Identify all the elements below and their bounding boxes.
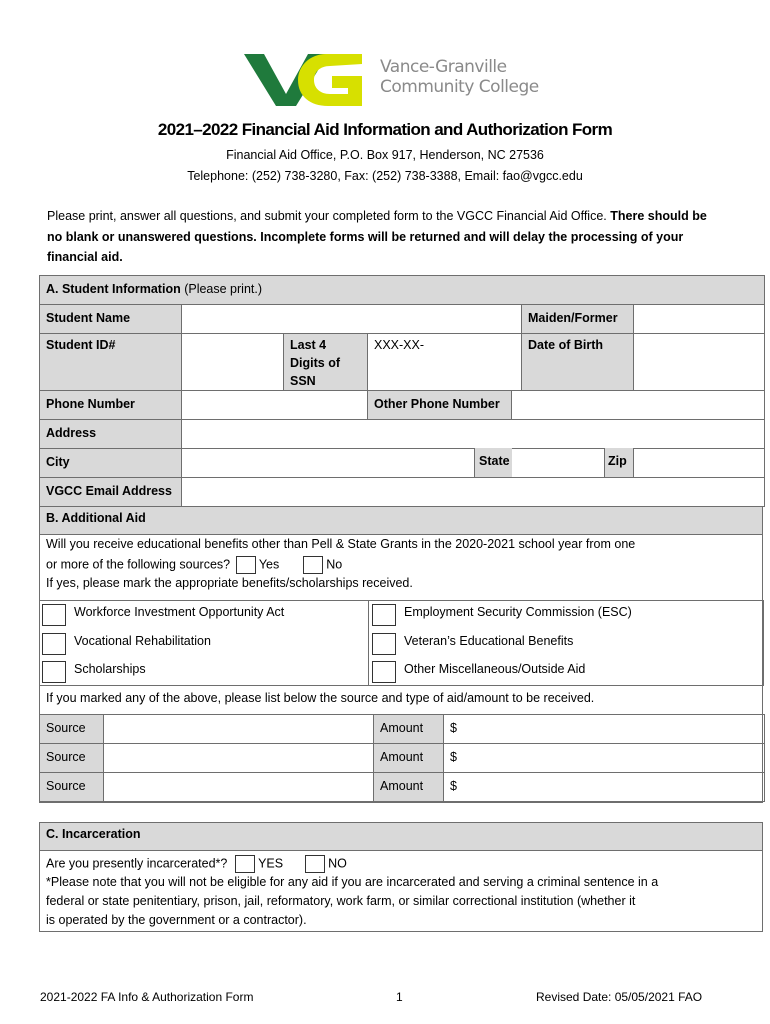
office-address: Financial Aid Office, P.O. Box 917, Henderson, NC 27536 <box>226 148 544 162</box>
aid-question-line1: Will you receive educational benefits other than Pell & State Grants in the 2020-2021 school year from one <box>46 537 636 551</box>
source-label-1: Source <box>40 715 104 744</box>
incarcerated-no-label: NO <box>328 856 347 871</box>
phone-label: Phone Number <box>40 391 182 420</box>
footer-page-number: 1 <box>396 990 403 1004</box>
email-label: VGCC Email Address <box>40 478 182 507</box>
veteran-label: Veteran’s Educational Benefits <box>404 634 574 648</box>
esc-checkbox[interactable] <box>372 604 396 626</box>
ssn-field[interactable] <box>368 334 522 391</box>
list-instruction: If you marked any of the above, please list below the source and type of aid/amount to be received. <box>46 691 595 705</box>
section-c-header: C. Incarceration <box>40 823 762 851</box>
section-a-table <box>39 275 765 507</box>
student-id-label: Student ID# <box>40 334 182 391</box>
ssn-label: Last 4 Digits of SSN <box>284 334 368 391</box>
amount-field-1[interactable] <box>444 715 765 744</box>
instructions-plain: Please print, answer all questions, and submit your completed form to the VGCC Financial Aid Office. <box>47 209 607 223</box>
section-a-header <box>40 276 765 305</box>
dob-field[interactable] <box>634 334 765 391</box>
student-name-field[interactable] <box>182 305 522 334</box>
aid-ifyes: If yes, please mark the appropriate benefits/scholarships received. <box>46 576 413 590</box>
aid-yes-label: Yes <box>258 557 280 572</box>
incarceration-note-1: *Please note that you will not be eligible for any aid if you are incarcerated and serving a criminal sentence in a <box>46 875 659 889</box>
ssn-prefix: XXX-XX- <box>374 338 425 352</box>
maiden-name-field[interactable] <box>634 305 765 334</box>
phone-field[interactable] <box>182 391 368 420</box>
footer-revised-date: Revised Date: 05/05/2021 FAO <box>536 990 703 1004</box>
scholarships-checkbox[interactable] <box>42 661 66 683</box>
other-phone-label: Other Phone Number <box>368 391 512 420</box>
maiden-name-label: Maiden/Former <box>522 305 634 334</box>
state-label: State <box>474 448 512 477</box>
other-phone-field[interactable] <box>512 391 765 420</box>
amount-label-3: Amount <box>374 773 444 802</box>
city-field[interactable] <box>182 449 512 478</box>
instructions-bold: There should be no blank or unanswered questions. Incomplete forms will be returned and will delay the processing of your financial aid. <box>47 209 707 264</box>
state-field[interactable] <box>512 449 634 478</box>
instructions <box>47 206 717 268</box>
section-a-title: A. Student Information <box>46 282 181 296</box>
esc-label: Employment Security Commission (ESC) <box>404 605 632 619</box>
incarceration-note-2: federal or state penitentiary, prison, jail, reformatory, work farm, or similar correctional institution (whether it <box>46 894 636 908</box>
incarcerated-yes-checkbox[interactable] <box>235 855 255 873</box>
address-field[interactable] <box>182 420 765 449</box>
aid-yes-checkbox[interactable] <box>236 556 256 574</box>
wioa-checkbox[interactable] <box>42 604 66 626</box>
dob-label: Date of Birth <box>522 334 634 391</box>
amount-field-3[interactable] <box>444 773 765 802</box>
incarcerated-no-checkbox[interactable] <box>305 855 325 873</box>
college-name-line2: Community College <box>380 77 539 97</box>
aid-question-text: or more of the following sources? <box>46 557 231 572</box>
incarceration-question: Are you presently incarcerated*? <box>46 856 228 871</box>
incarcerated-yes-label: YES <box>258 856 284 871</box>
veteran-checkbox[interactable] <box>372 633 396 655</box>
currency-1: $ <box>450 721 457 735</box>
vg-logo-mark <box>240 50 370 110</box>
student-name-label: Student Name <box>40 305 182 334</box>
wioa-label: Workforce Investment Opportunity Act <box>74 605 285 619</box>
scholarships-label: Scholarships <box>74 662 146 676</box>
incarceration-note-3: is operated by the government or a contractor). <box>46 913 307 927</box>
section-a-note: (Please print.) <box>184 282 263 296</box>
aid-question-line2 <box>46 556 342 574</box>
college-name-line1: Vance-Granville <box>380 57 507 77</box>
student-id-field[interactable] <box>182 334 284 391</box>
footer-form-name: 2021-2022 FA Info & Authorization Form <box>40 990 254 1004</box>
zip-field[interactable] <box>634 449 765 478</box>
amount-label-2: Amount <box>374 744 444 773</box>
aid-no-label: No <box>326 557 343 572</box>
city-label: City <box>40 449 182 478</box>
currency-2: $ <box>450 750 457 764</box>
other-aid-label: Other Miscellaneous/Outside Aid <box>404 662 586 676</box>
other-aid-checkbox[interactable] <box>372 661 396 683</box>
source-field-2[interactable] <box>104 744 374 773</box>
source-field-3[interactable] <box>104 773 374 802</box>
amount-field-2[interactable] <box>444 744 765 773</box>
aid-no-checkbox[interactable] <box>303 556 323 574</box>
address-label: Address <box>40 420 182 449</box>
section-b-header: B. Additional Aid <box>40 507 762 535</box>
source-label-2: Source <box>40 744 104 773</box>
source-amount-table <box>39 714 765 802</box>
source-field-1[interactable] <box>104 715 374 744</box>
voc-rehab-label: Vocational Rehabilitation <box>74 634 211 648</box>
email-field[interactable] <box>182 478 765 507</box>
currency-3: $ <box>450 779 457 793</box>
office-contact: Telephone: (252) 738-3280, Fax: (252) 738-3388, Email: fao@vgcc.edu <box>187 169 583 183</box>
college-name <box>380 57 539 97</box>
amount-label-1: Amount <box>374 715 444 744</box>
incarceration-question-row <box>46 855 347 873</box>
form-title: 2021–2022 Financial Aid Information and Authorization Form <box>157 120 613 139</box>
zip-label: Zip <box>604 448 634 477</box>
voc-rehab-checkbox[interactable] <box>42 633 66 655</box>
source-label-3: Source <box>40 773 104 802</box>
